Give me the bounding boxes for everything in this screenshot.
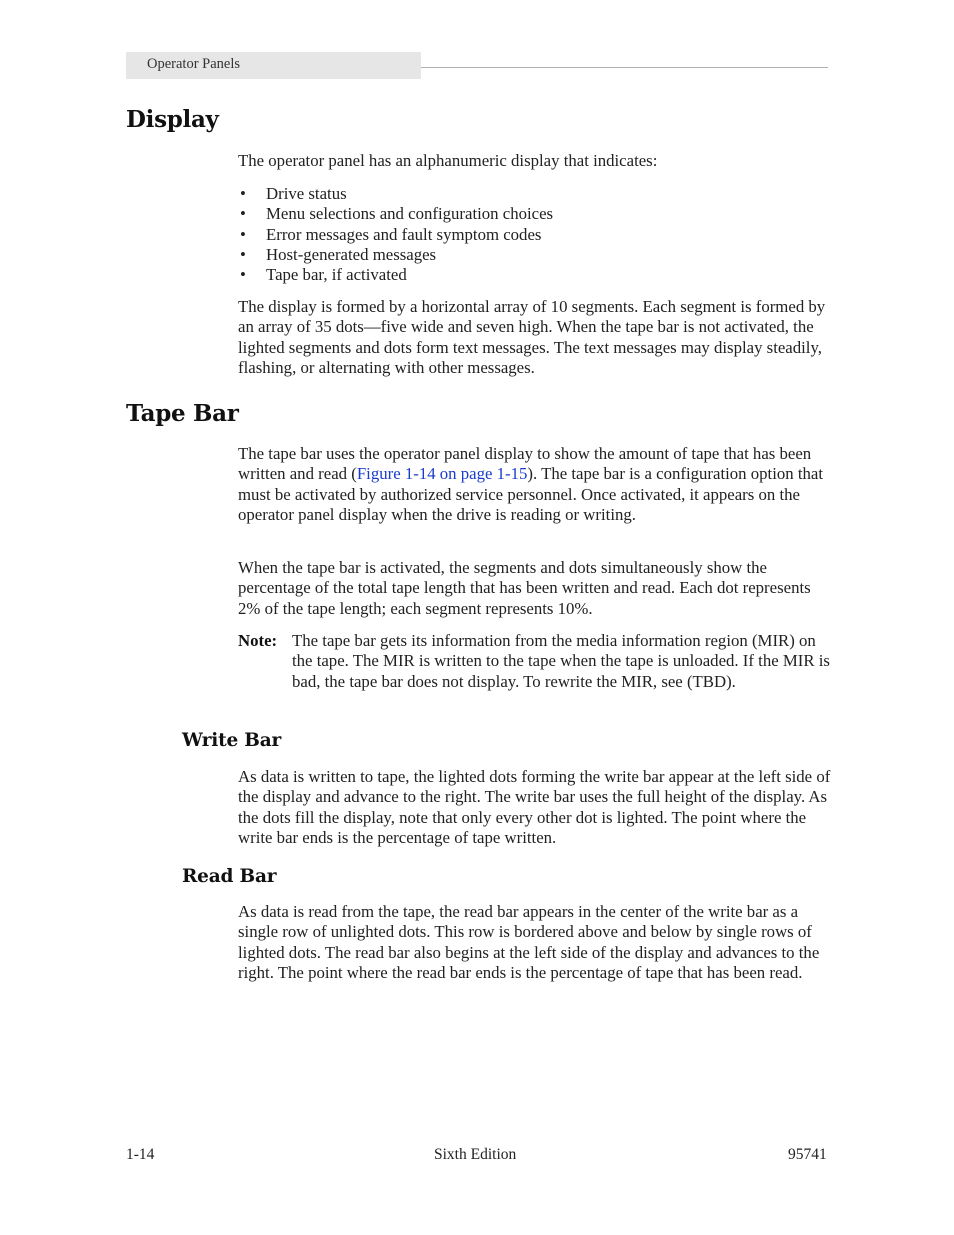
section-title-tape-bar: Tape Bar — [126, 400, 239, 427]
read-bar-paragraph: As data is read from the tape, the read bar appears in the center of the write bar as a single row of unlighted dots. This row is bordered above and below by single rows of lighted dots. The read bar also begins at the left side of the display and advances to the right. The point where the read bar ends is the percentage of tape that has been read. — [238, 902, 820, 982]
subsection-title-write-bar: Write Bar — [182, 730, 282, 751]
footer-doc-number: 95741 — [788, 1146, 827, 1163]
tape-bar-paragraph-2: When the tape bar is activated, the segments and dots simultaneously show the percentage of the total tape length that has been written and read. Each dot represents 2% of the tape length; each segment represents 10%. — [238, 558, 811, 618]
display-intro: The operator panel has an alphanumeric display that indicates: — [238, 151, 658, 170]
bullet-marker: • — [240, 244, 246, 264]
bullet-marker: • — [240, 184, 246, 203]
section-title-display: Display — [126, 106, 219, 133]
list-item: • Menu selections and configuration choices — [240, 204, 554, 224]
footer-edition: Sixth Edition — [434, 1146, 517, 1163]
list-item: • Host-generated messages — [240, 244, 437, 264]
tape-bar-paragraph-1: The tape bar uses the operator panel display to show the amount of tape that has been written and read (Figure 1-14 on page 1-15). The tape bar is a configuration option that must be activated by authorized service personnel. Once activated, it appears on the operator panel display when the drive is reading or writing. — [238, 444, 824, 524]
list-item: • Error messages and fault symptom codes — [240, 224, 542, 244]
bullet-marker: • — [240, 265, 246, 285]
display-bullet-list — [238, 184, 553, 285]
note-label: Note: — [238, 631, 278, 650]
note-text: The tape bar gets its information from the media information region (MIR) on the tape. The MIR is written to the tape when the tape is unloaded. If the MIR is bad, the tape bar does not display. To rewrite the MIR, see (TBD). — [292, 631, 830, 691]
write-bar-paragraph: As data is written to tape, the lighted dots forming the write bar appear at the left side of the display and advance to the right. The write bar uses the full height of the display. As the dots fill the display, note that only every other dot is lighted. The point where the write bar ends is the percentage of tape written. — [238, 767, 831, 847]
running-header-label: Operator Panels — [147, 56, 241, 72]
list-item: • Tape bar, if activated — [240, 265, 407, 285]
list-item: • Drive status — [240, 184, 347, 203]
subsection-title-read-bar: Read Bar — [182, 866, 277, 887]
display-paragraph: The display is formed by a horizontal array of 10 segments. Each segment is formed by an array of 35 dots—five wide and seven high. When the tape bar is not activated, the lighted segments and dots form text messages. The text messages may display steadily, flashing, or alternating with other messages. — [238, 297, 826, 377]
bullet-marker: • — [240, 204, 246, 224]
bullet-marker: • — [240, 224, 246, 244]
header-rule — [421, 67, 828, 68]
footer-page-number: 1-14 — [126, 1146, 155, 1163]
figure-link[interactable]: Figure 1-14 on page 1-15 — [356, 464, 528, 484]
